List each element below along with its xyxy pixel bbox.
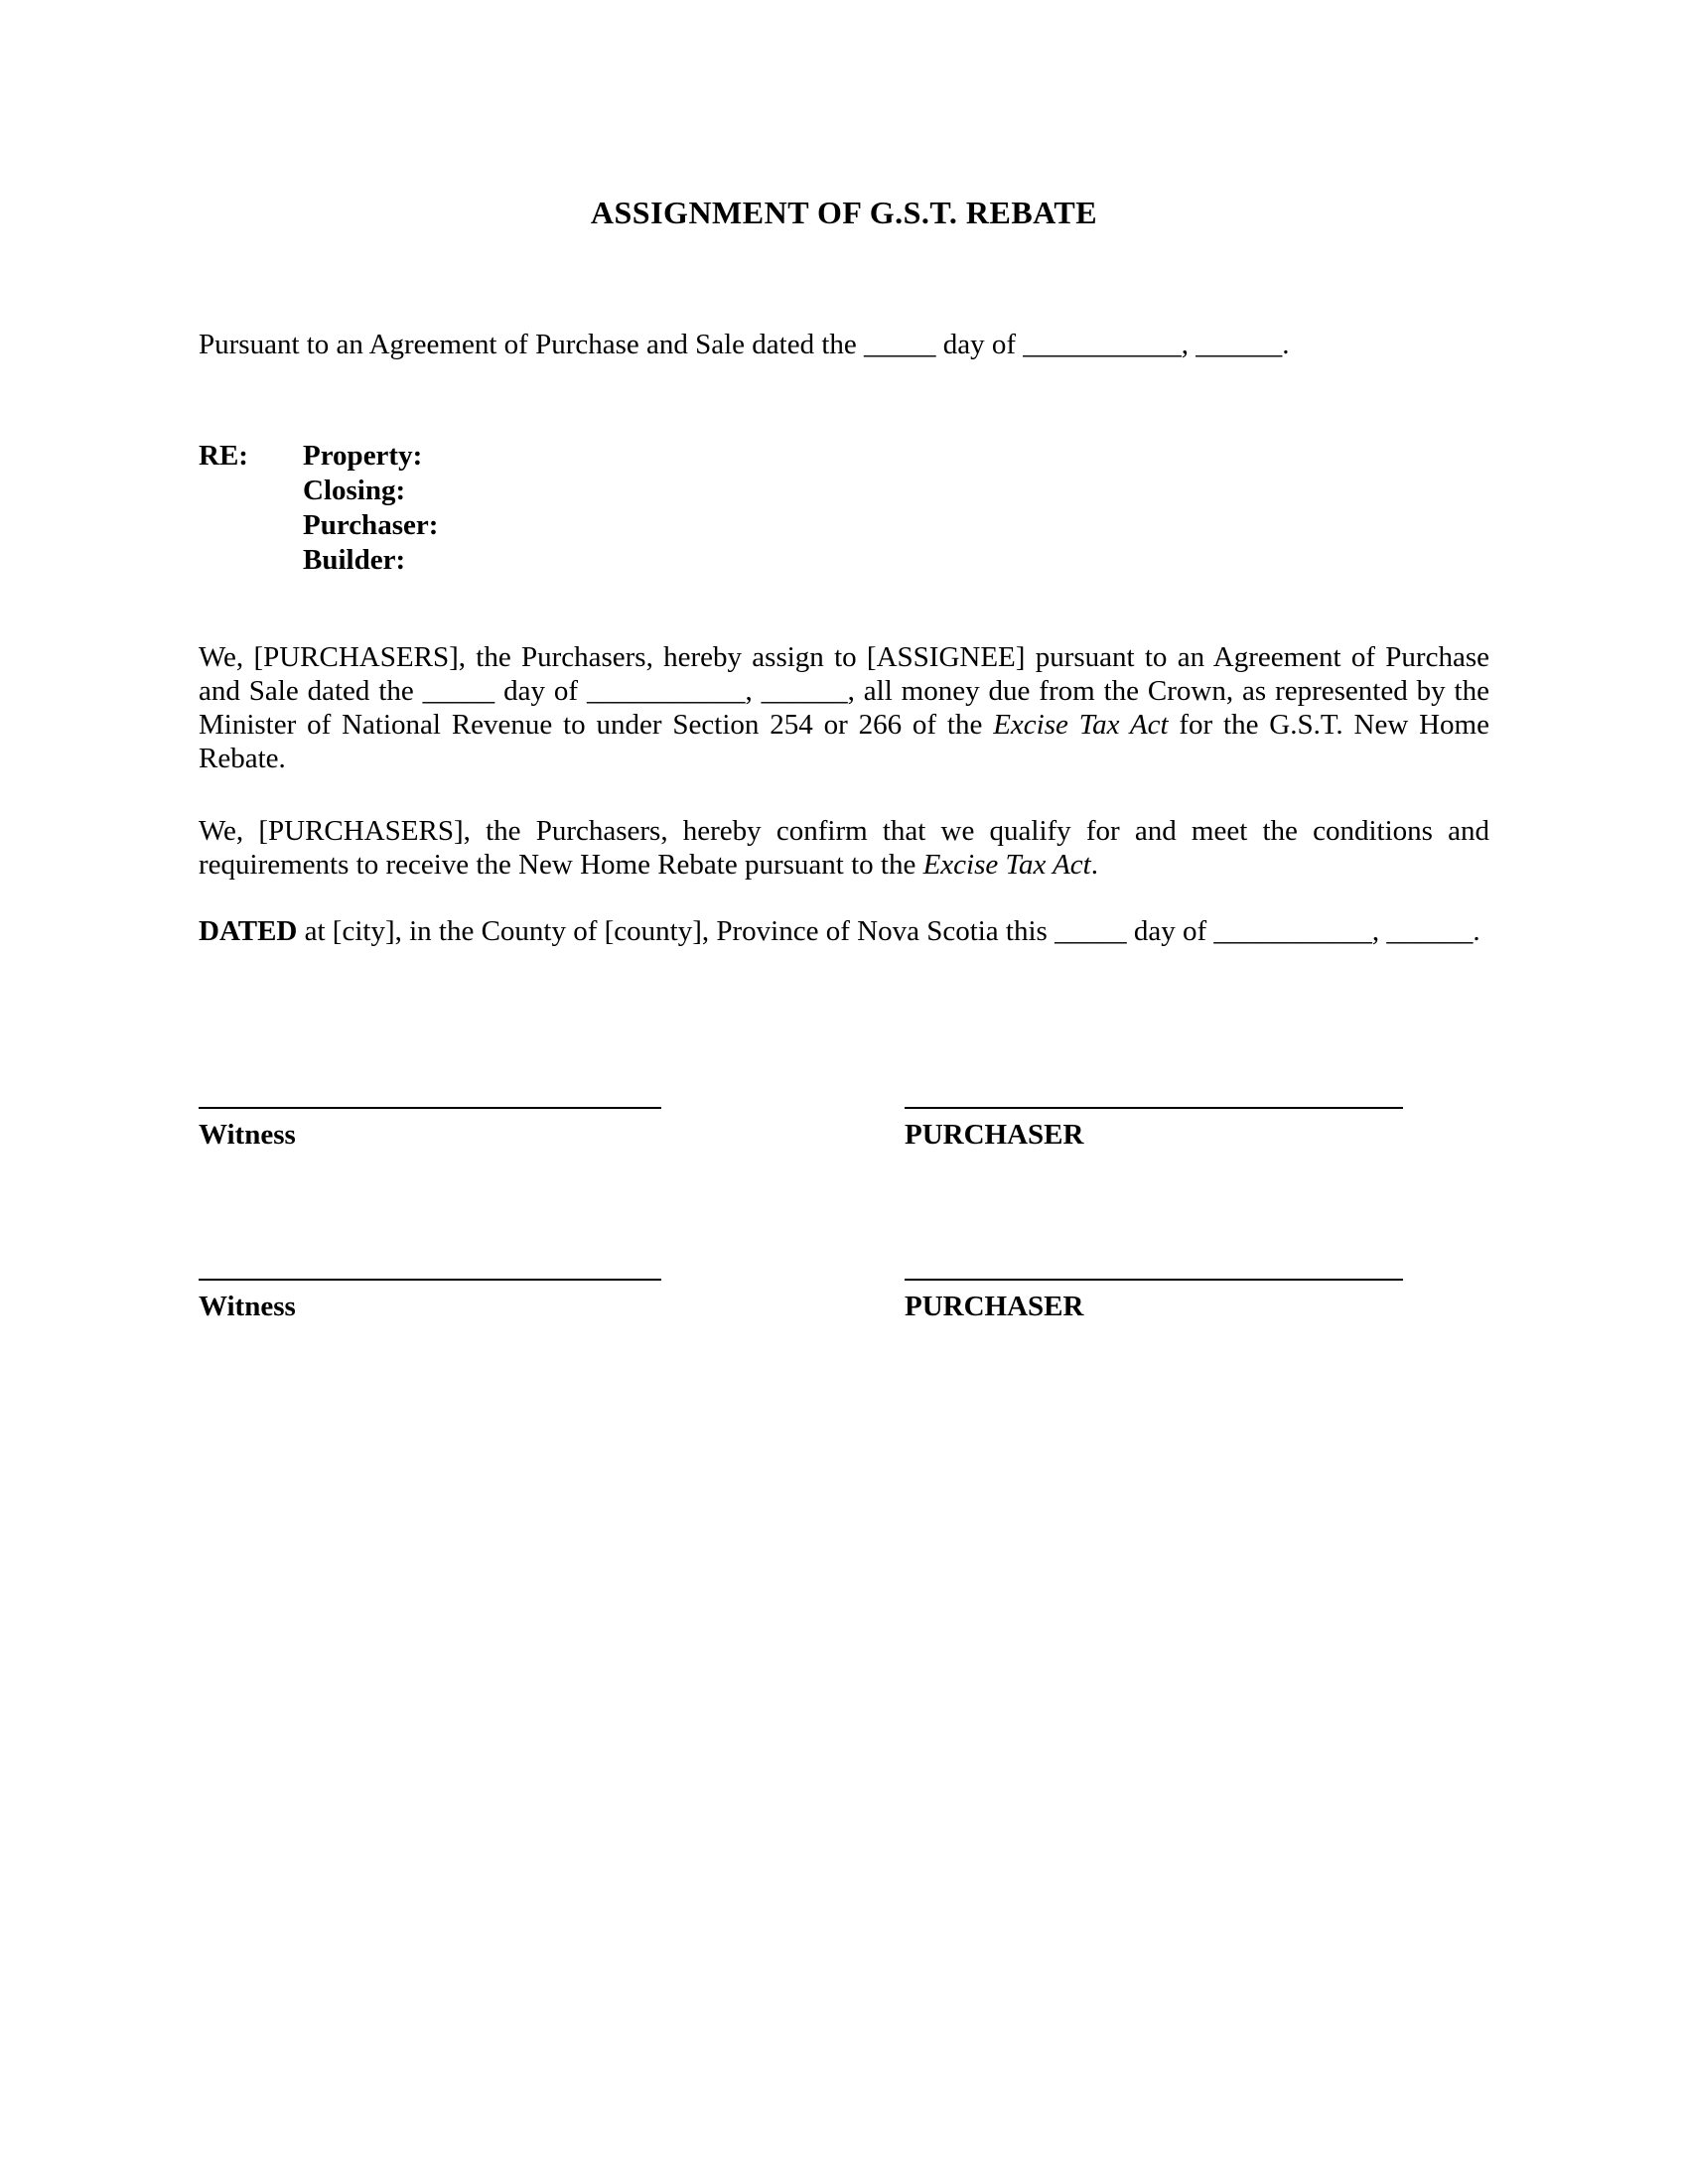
re-item-closing: Closing: [303,475,406,506]
purchaser-signature-block-1 [905,1107,1403,1152]
purchaser-signature-block-2 [905,1279,1403,1323]
re-label: RE: [199,440,248,472]
assignment-text-after: for the G.S.T. New Home Rebate. [199,709,1489,774]
witness-label-2: Witness [199,1291,296,1322]
intro-paragraph: Pursuant to an Agreement of Purchase and Sale dated the _____ day of ___________, ______. [199,329,1290,360]
re-item-builder: Builder: [303,544,406,576]
witness-signature-block-1 [199,1107,661,1152]
witness-label-1: Witness [199,1119,296,1151]
re-item-purchaser: Purchaser: [303,509,439,541]
confirmation-text-before: We, [PURCHASERS], the Purchasers, hereby confirm that we qualify for and meet the conditions and requirements to receive the New Home Rebate pursuant to the [199,815,1489,881]
purchaser-label-1: PURCHASER [905,1119,1084,1151]
assignment-paragraph [199,640,1489,775]
signature-row-1 [199,1107,1489,1152]
dated-paragraph [199,914,1489,948]
document-title: ASSIGNMENT OF G.S.T. REBATE [590,195,1098,230]
excise-tax-act-italic-1: Excise Tax Act [993,709,1169,741]
document-content [199,0,1489,1323]
assignment-text-before: We, [PURCHASERS], the Purchasers, hereby assign to [ASSIGNEE] pursuant to an Agreement of Purchase and Sale dated the _____ day of ___________, ______, all money due from the Crown, as represented by the Minister of National Revenue to under Section 254 or 266 of the [199,641,1489,741]
excise-tax-act-italic-2: Excise Tax Act [922,849,1091,881]
dated-bold-lead: DATED [199,915,298,947]
re-items [303,439,438,578]
confirmation-paragraph [199,814,1489,882]
re-block [199,439,1489,578]
purchaser-label-2: PURCHASER [905,1291,1084,1322]
witness-signature-block-2 [199,1279,661,1323]
re-item-property: Property: [303,440,423,472]
confirmation-text-after: . [1090,849,1098,881]
dated-text: at [city], in the County of [county], Province of Nova Scotia this _____ day of ___________, ______. [297,915,1480,947]
signature-row-2 [199,1279,1489,1323]
